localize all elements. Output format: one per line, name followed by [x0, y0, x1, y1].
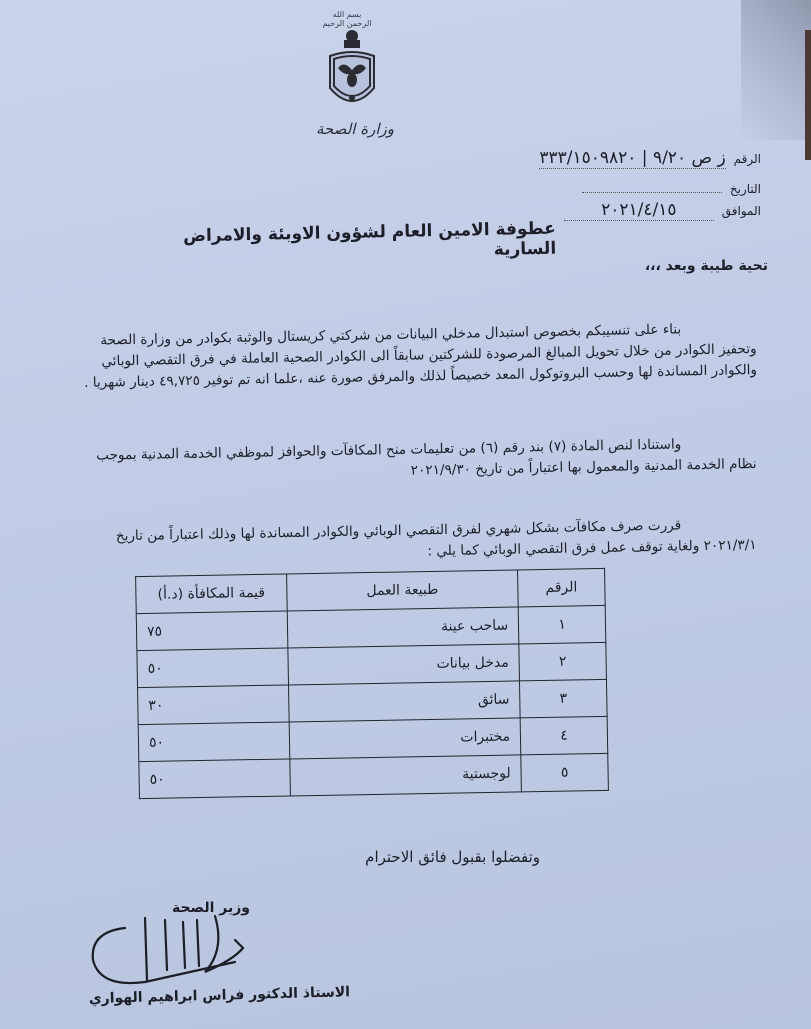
row-job: مختبرات: [289, 718, 521, 759]
reference-label: الرقم: [733, 152, 761, 166]
closing-line: وتفضلوا بقبول فائق الاحترام: [365, 848, 540, 866]
table-row: [139, 753, 609, 798]
header-job-type: طبيعة العمل: [286, 570, 518, 611]
date-label: التاريخ: [729, 182, 761, 196]
date-row: [501, 178, 761, 196]
row-reward: ٥٠: [137, 648, 288, 688]
paragraph-text: قررت صرف مكافآت بشكل شهري لفرق التقصي الوبائي والكوادر المساندة لها وذلك اعتباراً من تاريخ ٢٠٢١/٣/١ ولغاية توقف عمل فرق التقصي الوبائي كما يلي :: [115, 517, 757, 560]
header-reward-value: قيمة المكافأة (د.أ): [136, 574, 287, 614]
row-number: ٣: [520, 679, 607, 718]
hijri-date-label: الموافق: [721, 204, 761, 218]
row-reward: ٧٥: [136, 611, 287, 651]
row-job: سائق: [288, 681, 520, 722]
row-job: مدخل بيانات: [288, 644, 520, 685]
greeting: تحية طيبة وبعد ،،،: [644, 258, 768, 274]
row-reward: ٥٠: [138, 722, 289, 762]
rewards-table: [135, 568, 609, 799]
paragraph-text: واستنادا لنص المادة (٧) بند رقم (٦) من تعليمات منح المكافآت والحوافز لموظفي الخدمة المدنية بموجب نظام الخدمة المدنية والمعمول بها اعتباراً من تاريخ ٢٠٢١/٩/٣٠: [96, 436, 757, 479]
addressee: عطوفة الامين العام لشؤون الاوبئة والامراض السارية: [182, 218, 557, 260]
paragraph-text: بناء على تنسيبكم بخصوص استبدال مدخلي البيانات من شركتي كريستال والوثبة بكوادر من وزارة الصحة وتحفيز الكوادر من خلال تحويل المبالغ المرصودة للشركتين سابقاً الى الكوادر الصحية العاملة في فرق التقصي الوبائي والكوادر المساندة لها وحسب البروتوكول المعد خصيصاً لذلك والمرفق صورة عنه ،علما انه تم توفير ٤٩,٧٢٥ دينار شهريا .: [83, 321, 758, 391]
jordan-coat-of-arms-icon: [322, 26, 382, 114]
basmala: بسم الله الرحمن الرحيم: [322, 10, 372, 28]
row-number: ٤: [520, 716, 607, 755]
ministry-name: وزارة الصحة: [316, 120, 394, 138]
reference-value: ز ص ٩/٢٠ | ٣٣٣/١٥٠٩٨٢٠: [539, 148, 726, 168]
row-number: ١: [518, 605, 605, 644]
row-number: ٥: [521, 753, 608, 792]
page-fold-shadow: [741, 0, 811, 140]
row-reward: ٣٠: [138, 685, 289, 725]
row-number: ٢: [519, 642, 606, 681]
background-edge: [805, 30, 811, 160]
minister-name: الاستاذ الدكتور فراس ابراهيم الهواري: [88, 984, 351, 1008]
row-job: ساحب عينة: [287, 607, 519, 648]
row-job: لوجستية: [290, 755, 522, 796]
body-paragraph-1: [76, 318, 757, 394]
hijri-date-row: [501, 200, 761, 221]
reference-number-row: [501, 148, 761, 169]
hijri-date-value: ٢٠٢١/٤/١٥: [564, 200, 714, 221]
minister-title: وزير الصحة: [171, 900, 250, 916]
row-reward: ٥٠: [139, 759, 290, 799]
date-value: [582, 178, 722, 193]
header-number: الرقم: [518, 568, 605, 607]
